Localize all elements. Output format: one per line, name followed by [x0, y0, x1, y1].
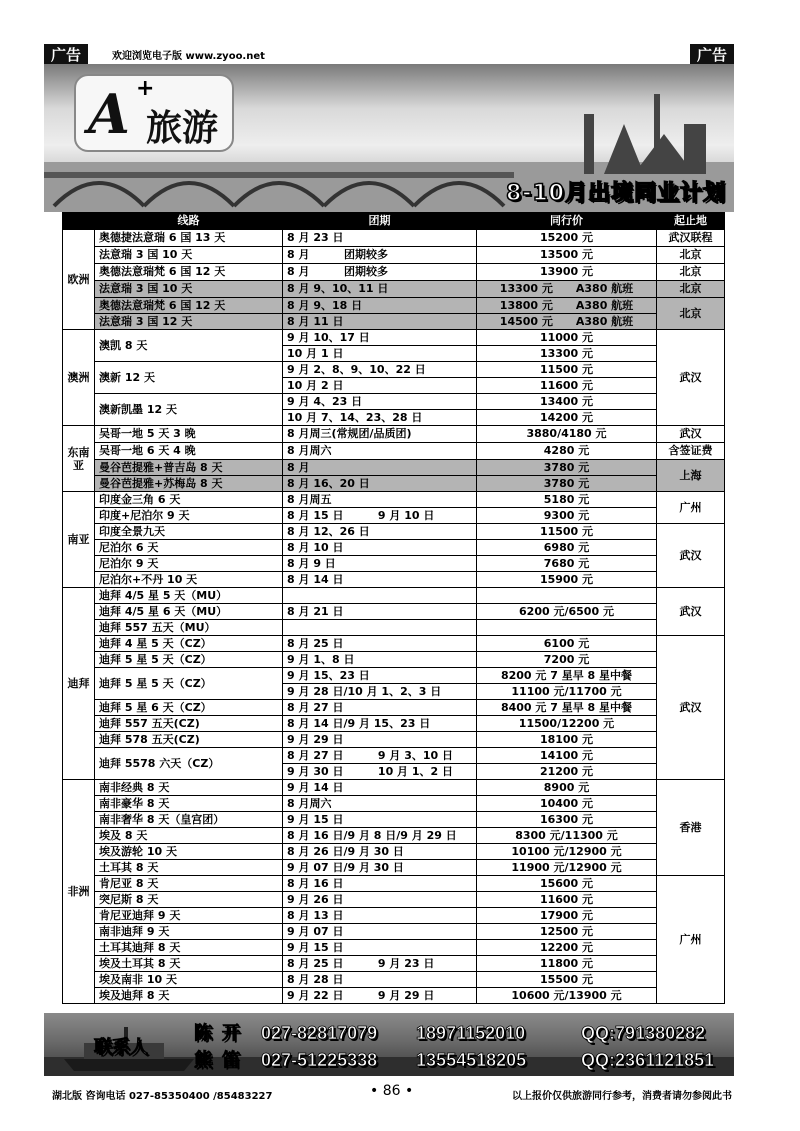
route-cell: 南非豪华 8 天	[95, 796, 283, 812]
table-row	[63, 652, 725, 668]
date-cell: 8 月 9、10、11 日	[283, 281, 477, 298]
contact-qq[interactable]: QQ:791380282	[581, 1023, 706, 1043]
header-route: 线路	[95, 213, 283, 230]
date-cell: 8 月 25 日 9 月 23 日	[283, 956, 477, 972]
contact-name: 陈开	[194, 1023, 250, 1043]
table-row	[63, 924, 725, 940]
date-cell	[283, 588, 477, 604]
table-row	[63, 860, 725, 876]
date-cell: 8 月 21 日	[283, 604, 477, 620]
date-cell: 9 月 1、8 日	[283, 652, 477, 668]
table-row	[63, 796, 725, 812]
date-cell: 8 月 27 日	[283, 700, 477, 716]
departure-cell: 北京	[657, 281, 725, 298]
price-cell: 15200 元	[477, 230, 657, 247]
date-cell: 9 月 22 日 9 月 29 日	[283, 988, 477, 1004]
price-cell: 12500 元	[477, 924, 657, 940]
departure-cell: 香港	[657, 780, 725, 876]
price-cell: 13400 元	[477, 394, 657, 410]
departure-cell: 北京	[657, 298, 725, 330]
price-cell: 5180 元	[477, 492, 657, 508]
header-date: 团期	[283, 213, 477, 230]
table-row	[63, 636, 725, 652]
price-cell: 11500 元	[477, 362, 657, 378]
price-cell: 13500 元	[477, 247, 657, 264]
date-cell: 8 月周六	[283, 443, 477, 460]
region-australia: 澳洲	[63, 330, 95, 426]
date-cell: 8 月 团期较多	[283, 247, 477, 264]
date-cell: 9 月 07 日/9 月 30 日	[283, 860, 477, 876]
price-cell: 13300 元 A380 航班	[477, 281, 657, 298]
table-row	[63, 668, 725, 684]
plan-title: 8-10月出境同业计划	[505, 181, 726, 206]
route-cell: 澳凯 8 天	[95, 330, 283, 362]
price-cell: 11800 元	[477, 956, 657, 972]
table-row	[63, 460, 725, 476]
ad-tag-left: 广告	[44, 44, 88, 66]
logo-letter: A	[88, 82, 130, 146]
route-cell: 南非奢华 8 天（皇宫团）	[95, 812, 283, 828]
route-cell: 迪拜 5 星 5 天（CZ）	[95, 668, 283, 700]
date-cell: 8 月 9、18 日	[283, 298, 477, 314]
route-cell: 澳新 12 天	[95, 362, 283, 394]
price-cell: 11100 元/11700 元	[477, 684, 657, 700]
date-cell: 8 月 11 日	[283, 314, 477, 330]
table-row	[63, 443, 725, 460]
table-row	[63, 556, 725, 572]
table-row	[63, 604, 725, 620]
region-south-asia: 南亚	[63, 492, 95, 588]
price-cell: 18100 元	[477, 732, 657, 748]
table-row	[63, 780, 725, 796]
departure-cell: 北京	[657, 247, 725, 264]
date-cell: 9 月 14 日	[283, 780, 477, 796]
date-cell: 9 月 2、8、9、10、22 日	[283, 362, 477, 378]
route-cell: 突尼斯 8 天	[95, 892, 283, 908]
table-row	[63, 940, 725, 956]
route-cell: 迪拜 578 五天(CZ)	[95, 732, 283, 748]
date-cell: 8 月 25 日	[283, 636, 477, 652]
route-cell: 埃及土耳其 8 天	[95, 956, 283, 972]
price-cell: 9300 元	[477, 508, 657, 524]
route-cell: 奥德捷法意瑞 6 国 13 天	[95, 230, 283, 247]
date-cell: 9 月 15、23 日	[283, 668, 477, 684]
price-cell	[477, 620, 657, 636]
route-cell: 奥德法意瑞梵 6 国 12 天	[95, 264, 283, 281]
region-southeast-asia: 东南亚	[63, 426, 95, 492]
table-row	[63, 492, 725, 508]
region-europe: 欧洲	[63, 230, 95, 330]
route-cell: 法意瑞 3 国 10 天	[95, 247, 283, 264]
route-cell: 迪拜 5 星 6 天（CZ）	[95, 700, 283, 716]
table-row	[63, 508, 725, 524]
price-cell: 7200 元	[477, 652, 657, 668]
route-cell: 曼谷芭提雅+普吉岛 8 天	[95, 460, 283, 476]
tour-schedule-table	[62, 212, 725, 1004]
table-row	[63, 988, 725, 1004]
route-cell: 迪拜 5578 六天（CZ）	[95, 748, 283, 780]
date-cell: 8 月 27 日 9 月 3、10 日	[283, 748, 477, 764]
table-row	[63, 330, 725, 346]
date-cell: 8 月 16 日/9 月 8 日/9 月 29 日	[283, 828, 477, 844]
price-cell: 11000 元	[477, 330, 657, 346]
table-row	[63, 426, 725, 443]
route-cell: 印度全景九天	[95, 524, 283, 540]
route-cell: 澳新凯墨 12 天	[95, 394, 283, 426]
route-cell: 南非经典 8 天	[95, 780, 283, 796]
date-cell: 9 月 15 日	[283, 812, 477, 828]
date-cell: 8 月 23 日	[283, 230, 477, 247]
route-cell: 迪拜 557 五天（MU）	[95, 620, 283, 636]
date-cell: 9 月 29 日	[283, 732, 477, 748]
route-cell: 印度+尼泊尔 9 天	[95, 508, 283, 524]
route-cell: 印度金三角 6 天	[95, 492, 283, 508]
date-cell: 8 月 12、26 日	[283, 524, 477, 540]
table-row	[63, 716, 725, 732]
price-cell: 15900 元	[477, 572, 657, 588]
date-cell: 9 月 28 日/10 月 1、2、3 日	[283, 684, 477, 700]
route-cell: 埃及游轮 10 天	[95, 844, 283, 860]
route-cell: 尼泊尔+不丹 10 天	[95, 572, 283, 588]
route-cell: 埃及迪拜 8 天	[95, 988, 283, 1004]
departure-cell: 含签证费	[657, 443, 725, 460]
table-row	[63, 956, 725, 972]
table-row	[63, 230, 725, 247]
price-cell: 13300 元	[477, 346, 657, 362]
price-cell: 11500/12200 元	[477, 716, 657, 732]
price-cell: 3780 元	[477, 460, 657, 476]
logo-wordmark: 旅游	[146, 108, 219, 149]
date-cell	[283, 620, 477, 636]
route-cell: 肯尼亚迪拜 9 天	[95, 908, 283, 924]
contact-label: 联系人	[94, 1037, 148, 1058]
header-region	[63, 213, 95, 230]
departure-cell: 武汉联程	[657, 230, 725, 247]
price-cell: 16300 元	[477, 812, 657, 828]
table-row	[63, 828, 725, 844]
contact-mobile[interactable]: 13554518205	[416, 1050, 527, 1070]
contact-name: 熊笛	[194, 1050, 250, 1070]
header-price: 同行价	[477, 213, 657, 230]
price-cell: 8300 元/11300 元	[477, 828, 657, 844]
table-row	[63, 394, 725, 410]
logo-plus: +	[136, 76, 155, 101]
date-cell: 8 月 15 日 9 月 10 日	[283, 508, 477, 524]
departure-cell: 武汉	[657, 636, 725, 780]
price-cell: 15500 元	[477, 972, 657, 988]
table-row	[63, 908, 725, 924]
table-header-row	[63, 213, 725, 230]
route-cell: 迪拜 557 五天(CZ)	[95, 716, 283, 732]
date-cell: 8 月 26 日/9 月 30 日	[283, 844, 477, 860]
date-cell: 9 月 4、23 日	[283, 394, 477, 410]
table-row	[63, 844, 725, 860]
route-cell: 法意瑞 3 国 12 天	[95, 314, 283, 330]
price-cell: 14100 元	[477, 748, 657, 764]
table-row	[63, 732, 725, 748]
price-cell: 6100 元	[477, 636, 657, 652]
table-row	[63, 700, 725, 716]
route-cell: 埃及南非 10 天	[95, 972, 283, 988]
table-row	[63, 247, 725, 264]
contact-mobile[interactable]: 18971152010	[416, 1023, 526, 1043]
table-row	[63, 620, 725, 636]
route-cell: 曼谷芭提雅+苏梅岛 8 天	[95, 476, 283, 492]
date-cell: 8 月 团期较多	[283, 264, 477, 281]
contact-row	[194, 1046, 714, 1072]
price-cell: 6980 元	[477, 540, 657, 556]
departure-cell: 武汉	[657, 330, 725, 426]
price-cell: 8900 元	[477, 780, 657, 796]
price-cell: 21200 元	[477, 764, 657, 780]
table-row	[63, 264, 725, 281]
departure-cell: 武汉	[657, 426, 725, 443]
date-cell: 8 月 13 日	[283, 908, 477, 924]
table-row	[63, 876, 725, 892]
price-cell: 13800 元 A380 航班	[477, 298, 657, 314]
price-cell: 8200 元 7 星早 8 星中餐	[477, 668, 657, 684]
departure-cell: 北京	[657, 264, 725, 281]
contact-banner	[44, 1013, 734, 1076]
table-row	[63, 362, 725, 378]
price-cell: 4280 元	[477, 443, 657, 460]
route-cell: 迪拜 4/5 星 5 天（MU）	[95, 588, 283, 604]
route-cell: 法意瑞 3 国 10 天	[95, 281, 283, 298]
price-cell: 10400 元	[477, 796, 657, 812]
contact-phone[interactable]: 027-82817079	[261, 1023, 378, 1043]
date-cell: 8 月	[283, 460, 477, 476]
date-cell: 10 月 2 日	[283, 378, 477, 394]
page-number: • 86 •	[370, 1083, 414, 1099]
header-departure: 起止地	[657, 213, 725, 230]
contact-qq[interactable]: QQ:2361121851	[581, 1050, 715, 1070]
price-cell: 10600 元/13900 元	[477, 988, 657, 1004]
price-cell: 14200 元	[477, 410, 657, 426]
departure-cell: 上海	[657, 460, 725, 492]
date-cell: 8 月 16、20 日	[283, 476, 477, 492]
route-cell: 尼泊尔 6 天	[95, 540, 283, 556]
table-row	[63, 812, 725, 828]
region-dubai: 迪拜	[63, 588, 95, 780]
price-cell: 10100 元/12900 元	[477, 844, 657, 860]
price-cell: 11600 元	[477, 892, 657, 908]
route-cell: 迪拜 4 星 5 天（CZ）	[95, 636, 283, 652]
price-cell: 3880/4180 元	[477, 426, 657, 443]
price-cell: 6200 元/6500 元	[477, 604, 657, 620]
table-row	[63, 281, 725, 298]
route-cell: 肯尼亚 8 天	[95, 876, 283, 892]
route-cell: 南非迪拜 9 天	[95, 924, 283, 940]
table-row	[63, 748, 725, 764]
route-cell: 吴哥一地 5 天 3 晚	[95, 426, 283, 443]
date-cell: 8 月周三(常规团/品质团)	[283, 426, 477, 443]
contact-phone[interactable]: 027-51225338	[261, 1050, 378, 1070]
departure-cell: 广州	[657, 492, 725, 524]
price-cell: 7680 元	[477, 556, 657, 572]
date-cell: 8 月 9 日	[283, 556, 477, 572]
date-cell: 9 月 15 日	[283, 940, 477, 956]
date-cell: 8 月 10 日	[283, 540, 477, 556]
footer-disclaimer: 以上报价仅供旅游同行参考，消费者请勿参阅此书	[512, 1091, 732, 1102]
price-cell: 13900 元	[477, 264, 657, 281]
price-cell: 8400 元 7 星早 8 星中餐	[477, 700, 657, 716]
table-row	[63, 298, 725, 314]
date-cell: 8 月 14 日	[283, 572, 477, 588]
footer-hotline: 湖北版 咨询电话 027-85350400 /85483227	[52, 1091, 273, 1102]
date-cell: 8 月 14 日/9 月 15、23 日	[283, 716, 477, 732]
price-cell: 11600 元	[477, 378, 657, 394]
route-cell: 尼泊尔 9 天	[95, 556, 283, 572]
date-cell: 9 月 26 日	[283, 892, 477, 908]
departure-cell: 广州	[657, 876, 725, 1004]
date-cell: 10 月 7、14、23、28 日	[283, 410, 477, 426]
date-cell: 8 月 28 日	[283, 972, 477, 988]
table-row	[63, 572, 725, 588]
route-cell: 埃及 8 天	[95, 828, 283, 844]
date-cell: 8 月周六	[283, 796, 477, 812]
route-cell: 迪拜 4/5 星 6 天（MU）	[95, 604, 283, 620]
price-cell: 11500 元	[477, 524, 657, 540]
date-cell: 8 月周五	[283, 492, 477, 508]
departure-cell: 武汉	[657, 588, 725, 636]
route-cell: 土耳其迪拜 8 天	[95, 940, 283, 956]
table-row	[63, 524, 725, 540]
price-cell: 11900 元/12900 元	[477, 860, 657, 876]
table-row	[63, 314, 725, 330]
table-row	[63, 972, 725, 988]
route-cell: 吴哥一地 6 天 4 晚	[95, 443, 283, 460]
table-row	[63, 588, 725, 604]
region-africa: 非洲	[63, 780, 95, 1004]
price-cell: 12200 元	[477, 940, 657, 956]
contact-row	[194, 1019, 705, 1045]
date-cell: 9 月 07 日	[283, 924, 477, 940]
departure-cell: 武汉	[657, 524, 725, 588]
header-banner	[44, 64, 734, 212]
price-cell	[477, 588, 657, 604]
route-cell: 土耳其 8 天	[95, 860, 283, 876]
table-row	[63, 540, 725, 556]
price-cell: 14500 元 A380 航班	[477, 314, 657, 330]
table-row	[63, 892, 725, 908]
route-cell: 迪拜 5 星 5 天（CZ）	[95, 652, 283, 668]
ad-tag-right: 广告	[690, 44, 734, 66]
date-cell: 9 月 10、17 日	[283, 330, 477, 346]
price-cell: 15600 元	[477, 876, 657, 892]
date-cell: 8 月 16 日	[283, 876, 477, 892]
price-cell: 17900 元	[477, 908, 657, 924]
route-cell: 奥德法意瑞梵 6 国 12 天	[95, 298, 283, 314]
table-row	[63, 476, 725, 492]
site-url-text[interactable]: 欢迎浏览电子版 www.zyoo.net	[112, 51, 265, 62]
price-cell: 3780 元	[477, 476, 657, 492]
date-cell: 10 月 1 日	[283, 346, 477, 362]
date-cell: 9 月 30 日 10 月 1、2 日	[283, 764, 477, 780]
